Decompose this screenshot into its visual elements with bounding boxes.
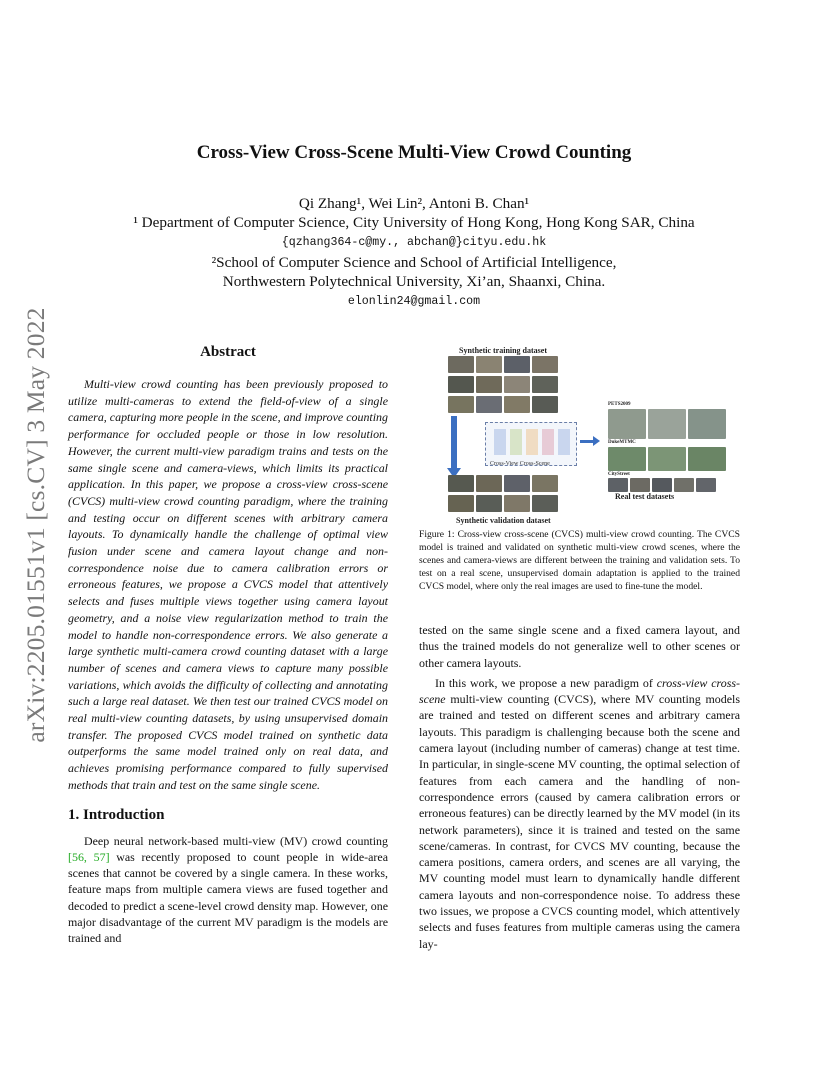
citystreet-image xyxy=(652,478,672,492)
arxiv-side-stamp xyxy=(18,290,54,760)
arxiv-identifier: arXiv:2205.01551v1 [cs.CV] 3 May 2022 xyxy=(21,307,50,743)
abstract-heading: Abstract xyxy=(200,344,256,360)
citystreet-image xyxy=(608,478,628,492)
validation-image xyxy=(532,475,558,492)
citystreet-image xyxy=(696,478,716,492)
duke-image xyxy=(648,447,686,471)
duke-label: DukeMTMC xyxy=(608,440,636,445)
training-image xyxy=(532,396,558,413)
email-2: elonlin24@gmail.com xyxy=(347,295,481,308)
validation-image xyxy=(504,475,530,492)
model-block xyxy=(542,429,554,455)
training-image xyxy=(476,376,502,393)
right-column-text xyxy=(419,622,740,952)
cvcs-model-diagram xyxy=(485,422,577,466)
introduction-heading: 1. Introduction xyxy=(68,806,165,823)
model-block xyxy=(558,429,570,455)
right-p2-start: In this work, we propose a new paradigm of xyxy=(435,675,657,690)
right-p2-end: multi-view counting (CVCS), where MV counting models are trained and tested on different scenes and arbitrary camera layouts. This paradigm is challenging because both the scene and camera layout (including number of cameras) change at test time. In particular, in single-scene MV counting, the optimal selection of features from each camera and the handling of non-correspondence errors (caused by camera calibration errors or erroneous features) can be directly learned by the MV model (in its network parameters), since it is trained and tested on the same scene/cameras. In contrast, for CVCS MV counting, because the camera positions, camera orders, and scenes are all varying, the MV counting model must learn to dynamically handle different camera layouts and non-correspondence noise. To address these two issues, we propose a CVCS counting model, which attentively selects and fuses features from multiple cameras using the camera lay- xyxy=(419,692,740,951)
affiliation-2-line-1: ²School of Computer Science and School of Artificial Intelligence, xyxy=(211,254,617,271)
synthetic-training-label: Synthetic training dataset xyxy=(459,346,547,355)
training-flow-arrow xyxy=(451,416,457,470)
validation-image xyxy=(476,495,502,512)
right-p2-emphasis: cross-view cross-scene xyxy=(419,675,740,707)
pets-image xyxy=(688,409,726,439)
training-image xyxy=(476,396,502,413)
model-block xyxy=(510,429,522,455)
citation-link-56[interactable]: [56, xyxy=(68,849,87,864)
duke-image xyxy=(688,447,726,471)
intro-text-start: Deep neural network-based multi-view (MV) crowd counting xyxy=(84,833,388,848)
adaptation-arrow-head xyxy=(593,436,600,446)
citystreet-label: CityStreet xyxy=(608,472,630,477)
training-image xyxy=(448,356,474,373)
paper-title: Cross-View Cross-Scene Multi-View Crowd Counting xyxy=(196,142,632,163)
validation-image xyxy=(448,475,474,492)
left-column xyxy=(68,344,388,947)
validation-image xyxy=(476,475,502,492)
citystreet-image xyxy=(674,478,694,492)
introduction-paragraph xyxy=(68,833,388,947)
author-names: Qi Zhang¹, Wei Lin², Antoni B. Chan¹ xyxy=(298,195,530,212)
figure-1 xyxy=(440,340,740,530)
intro-text-end: was recently proposed to count people in wide-area scenes that cannot be covered by a single camera. In these works, feature maps from multiple camera views are fused together and decoded to predict a scene-level crowd density map. However, one major disadvantage of the current MV paradigm is the models are trained and xyxy=(68,849,389,946)
pets-image xyxy=(608,409,646,439)
model-block xyxy=(494,429,506,455)
adaptation-arrow xyxy=(580,440,594,443)
affiliation-1: ¹ Department of Computer Science, City University of Hong Kong, Hong Kong SAR, China xyxy=(133,214,695,231)
training-image xyxy=(504,376,530,393)
email-1: {qzhang364-c@my., abchan@}cityu.edu.hk xyxy=(281,236,547,249)
training-image xyxy=(504,356,530,373)
model-label: Cross-View Cross-Scene xyxy=(490,461,550,467)
duke-image xyxy=(608,447,646,471)
citation-link-57[interactable]: 57] xyxy=(93,849,110,864)
training-image xyxy=(448,396,474,413)
synthetic-validation-label: Synthetic validation dataset xyxy=(456,516,551,525)
training-image xyxy=(532,376,558,393)
training-image xyxy=(448,376,474,393)
training-image xyxy=(532,356,558,373)
abstract-text: Multi-view crowd counting has been previously proposed to utilize multi-cameras to extend the field-of-view of a single camera, capturing more people in the scene, and improve counting performance for occluded people or those in low resolution. However, the current multi-view paradigm trains and tests on the same single scene and camera-views, which limits its practical application. In this paper, we propose a cross-view cross-scene (CVCS) multi-view crowd counting paradigm, where the training and testing occur on different scenes with arbitrary camera layouts. To dynamically handle the challenge of optimal view fusion under scene and camera layout change and non-correspondence noise due to camera calibration errors or erroneous features, we propose a CVCS model that attentively selects and fuses multiple views together using camera layout geometry, and a noise view regularization method to train the model to handle non-correspondence errors. We also generate a large synthetic multi-camera crowd counting dataset with a large number of scenes and camera views to capture many possible variations, which avoids the difficulty of collecting and annotating such a large real dataset. We then test our trained CVCS model on real multi-view counting datasets, by using unsupervised domain transfer. The proposed CVCS model trained on synthetic data outperforms the same model trained only on real data, and achieves promising performance compared to fully supervised methods that train and test on the same single scene. xyxy=(68,377,388,792)
affiliation-2-line-2: Northwestern Polytechnical University, Xi’an, Shaanxi, China. xyxy=(222,273,606,290)
validation-image xyxy=(532,495,558,512)
citystreet-image xyxy=(630,478,650,492)
validation-image xyxy=(504,495,530,512)
author-block xyxy=(0,194,828,312)
model-block xyxy=(526,429,538,455)
pets-label: PETS2009 xyxy=(608,402,631,407)
figure-caption: Figure 1: Cross-view cross-scene (CVCS) multi-view crowd counting. The CVCS model is trained and validated on synthetic multi-view crowd scenes, where the scenes and camera-views are different between the training and validation sets. To test on a real scene, unsupervised domain adaptation is applied to the trained CVCS model, where only the real images are used to fine-tune the model. xyxy=(419,529,740,592)
right-paragraph-1: tested on the same single scene and a fixed camera layout, and thus the trained models do not generalize well to other scenes or other camera layouts. xyxy=(419,623,740,670)
validation-image xyxy=(448,495,474,512)
training-image xyxy=(504,396,530,413)
real-test-label: Real test datasets xyxy=(615,492,675,501)
training-image xyxy=(476,356,502,373)
pets-image xyxy=(648,409,686,439)
right-paragraph-2 xyxy=(419,675,740,952)
